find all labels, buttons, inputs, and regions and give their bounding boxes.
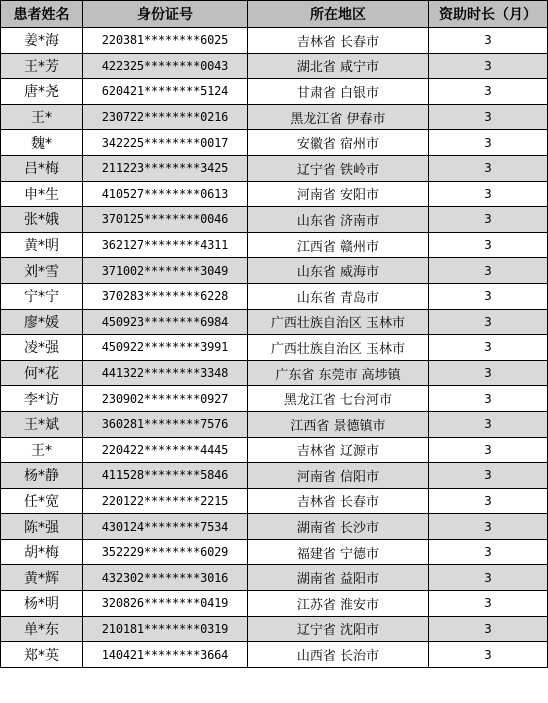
table-row: [1, 335, 548, 361]
cell-region: 山东省 济南市: [248, 207, 429, 233]
cell-months: 3: [429, 181, 548, 207]
header-row: [1, 1, 548, 28]
cell-region: 河南省 安阳市: [248, 181, 429, 207]
cell-patient-name: 王*斌: [1, 411, 83, 437]
cell-id-number: 220381********6025: [83, 28, 248, 54]
cell-region: 湖北省 咸宁市: [248, 53, 429, 79]
cell-patient-name: 魏*: [1, 130, 83, 156]
cell-months: 3: [429, 386, 548, 412]
cell-months: 3: [429, 283, 548, 309]
table-row: [1, 386, 548, 412]
cell-id-number: 441322********3348: [83, 360, 248, 386]
cell-id-number: 320826********0419: [83, 591, 248, 617]
cell-patient-name: 凌*强: [1, 335, 83, 361]
cell-patient-name: 刘*雪: [1, 258, 83, 284]
cell-months: 3: [429, 155, 548, 181]
table-row: [1, 130, 548, 156]
header-region: 所在地区: [248, 1, 429, 28]
table-row: [1, 488, 548, 514]
cell-id-number: 432302********3016: [83, 565, 248, 591]
cell-patient-name: 杨*明: [1, 591, 83, 617]
table-row: [1, 411, 548, 437]
cell-id-number: 371002********3049: [83, 258, 248, 284]
cell-months: 3: [429, 411, 548, 437]
cell-id-number: 450922********3991: [83, 335, 248, 361]
table-row: [1, 642, 548, 668]
cell-patient-name: 王*: [1, 104, 83, 130]
cell-months: 3: [429, 642, 548, 668]
cell-region: 福建省 宁德市: [248, 539, 429, 565]
cell-id-number: 230902********0927: [83, 386, 248, 412]
cell-id-number: 410527********0613: [83, 181, 248, 207]
cell-months: 3: [429, 565, 548, 591]
cell-id-number: 342225********0017: [83, 130, 248, 156]
table-row: [1, 79, 548, 105]
cell-months: 3: [429, 79, 548, 105]
cell-id-number: 411528********5846: [83, 463, 248, 489]
cell-id-number: 370283********6228: [83, 283, 248, 309]
cell-patient-name: 唐*尧: [1, 79, 83, 105]
cell-patient-name: 杨*静: [1, 463, 83, 489]
cell-patient-name: 单*东: [1, 616, 83, 642]
table-row: [1, 258, 548, 284]
table-row: [1, 360, 548, 386]
table-row: [1, 616, 548, 642]
table-row: [1, 539, 548, 565]
cell-region: 辽宁省 铁岭市: [248, 155, 429, 181]
cell-patient-name: 胡*梅: [1, 539, 83, 565]
cell-region: 山东省 威海市: [248, 258, 429, 284]
header-id: 身份证号: [83, 1, 248, 28]
cell-region: 广东省 东莞市 高埗镇: [248, 360, 429, 386]
cell-region: 吉林省 长春市: [248, 28, 429, 54]
table-header: [1, 1, 548, 28]
cell-region: 湖南省 益阳市: [248, 565, 429, 591]
cell-patient-name: 陈*强: [1, 514, 83, 540]
cell-patient-name: 张*娥: [1, 207, 83, 233]
table-row: [1, 181, 548, 207]
table-row: [1, 514, 548, 540]
cell-id-number: 370125********0046: [83, 207, 248, 233]
table-row: [1, 28, 548, 54]
cell-patient-name: 吕*梅: [1, 155, 83, 181]
cell-id-number: 211223********3425: [83, 155, 248, 181]
cell-patient-name: 王*: [1, 437, 83, 463]
cell-patient-name: 申*生: [1, 181, 83, 207]
cell-months: 3: [429, 591, 548, 617]
cell-region: 河南省 信阳市: [248, 463, 429, 489]
cell-months: 3: [429, 437, 548, 463]
cell-id-number: 220122********2215: [83, 488, 248, 514]
cell-region: 湖南省 长沙市: [248, 514, 429, 540]
header-name: 患者姓名: [1, 1, 83, 28]
cell-patient-name: 任*宽: [1, 488, 83, 514]
cell-id-number: 220422********4445: [83, 437, 248, 463]
cell-patient-name: 黄*明: [1, 232, 83, 258]
cell-months: 3: [429, 488, 548, 514]
table-row: [1, 463, 548, 489]
table-row: [1, 232, 548, 258]
table-row: [1, 207, 548, 233]
cell-patient-name: 宁*宁: [1, 283, 83, 309]
cell-region: 吉林省 辽源市: [248, 437, 429, 463]
table-row: [1, 565, 548, 591]
table-row: [1, 309, 548, 335]
cell-id-number: 210181********0319: [83, 616, 248, 642]
cell-region: 辽宁省 沈阳市: [248, 616, 429, 642]
cell-id-number: 360281********7576: [83, 411, 248, 437]
cell-id-number: 430124********7534: [83, 514, 248, 540]
cell-patient-name: 郑*英: [1, 642, 83, 668]
cell-id-number: 230722********0216: [83, 104, 248, 130]
cell-region: 甘肃省 白银市: [248, 79, 429, 105]
cell-months: 3: [429, 232, 548, 258]
cell-id-number: 140421********3664: [83, 642, 248, 668]
cell-patient-name: 姜*海: [1, 28, 83, 54]
cell-id-number: 422325********0043: [83, 53, 248, 79]
cell-id-number: 450923********6984: [83, 309, 248, 335]
cell-region: 安徽省 宿州市: [248, 130, 429, 156]
cell-region: 山东省 青岛市: [248, 283, 429, 309]
cell-patient-name: 李*访: [1, 386, 83, 412]
cell-patient-name: 王*芳: [1, 53, 83, 79]
cell-months: 3: [429, 463, 548, 489]
cell-months: 3: [429, 335, 548, 361]
cell-months: 3: [429, 514, 548, 540]
cell-region: 江西省 赣州市: [248, 232, 429, 258]
cell-region: 江西省 景德镇市: [248, 411, 429, 437]
table-row: [1, 591, 548, 617]
table-row: [1, 155, 548, 181]
cell-months: 3: [429, 28, 548, 54]
table-row: [1, 437, 548, 463]
cell-region: 江苏省 淮安市: [248, 591, 429, 617]
header-months: 资助时长（月）: [429, 1, 548, 28]
cell-months: 3: [429, 130, 548, 156]
cell-region: 黑龙江省 七台河市: [248, 386, 429, 412]
cell-months: 3: [429, 309, 548, 335]
cell-id-number: 352229********6029: [83, 539, 248, 565]
cell-months: 3: [429, 207, 548, 233]
cell-months: 3: [429, 616, 548, 642]
cell-patient-name: 黄*辉: [1, 565, 83, 591]
cell-months: 3: [429, 258, 548, 284]
cell-months: 3: [429, 53, 548, 79]
cell-id-number: 620421********5124: [83, 79, 248, 105]
cell-region: 山西省 长治市: [248, 642, 429, 668]
cell-months: 3: [429, 360, 548, 386]
table-body: [1, 28, 548, 668]
table-row: [1, 53, 548, 79]
cell-region: 广西壮族自治区 玉林市: [248, 335, 429, 361]
cell-region: 吉林省 长春市: [248, 488, 429, 514]
cell-patient-name: 何*花: [1, 360, 83, 386]
cell-months: 3: [429, 104, 548, 130]
cell-patient-name: 廖*媛: [1, 309, 83, 335]
cell-id-number: 362127********4311: [83, 232, 248, 258]
cell-months: 3: [429, 539, 548, 565]
cell-region: 黑龙江省 伊春市: [248, 104, 429, 130]
table-row: [1, 104, 548, 130]
table-row: [1, 283, 548, 309]
cell-region: 广西壮族自治区 玉林市: [248, 309, 429, 335]
